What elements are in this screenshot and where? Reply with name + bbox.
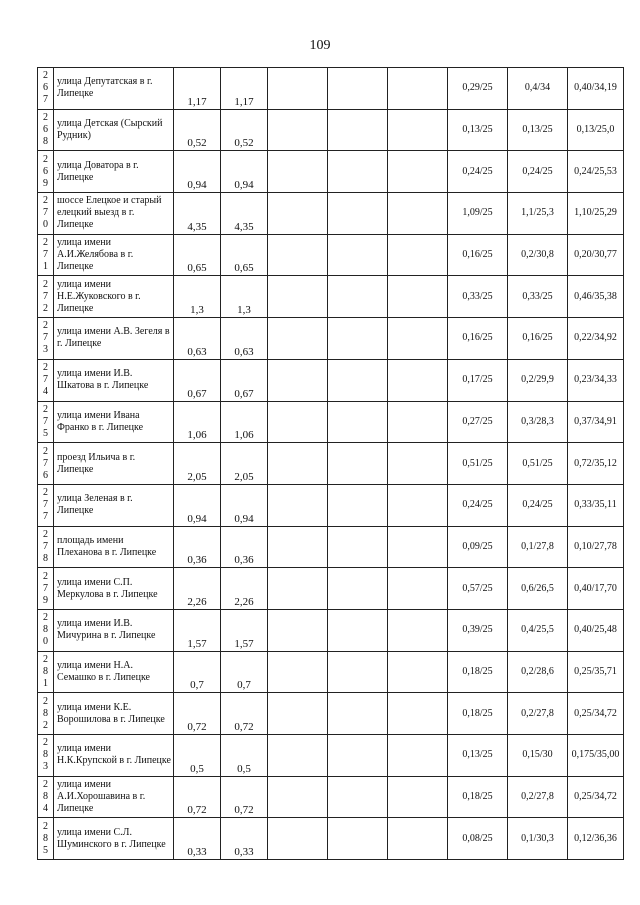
table-row	[38, 568, 624, 610]
row-number-digit: 6	[43, 469, 48, 481]
empty-cell	[388, 276, 448, 318]
row-number-cell	[38, 151, 54, 193]
length-cell: 0,65	[221, 234, 268, 276]
row-number-digit: 2	[43, 302, 48, 314]
table-row	[38, 151, 624, 193]
empty-cell	[268, 193, 328, 235]
ratio-cell: 0,13/25	[448, 109, 508, 151]
empty-cell	[268, 109, 328, 151]
ratio-cell: 0,175/35,00	[568, 735, 624, 777]
length-cell: 4,35	[174, 193, 221, 235]
ratio-cell: 0,29/25	[448, 68, 508, 110]
row-number-digit: 8	[43, 707, 48, 719]
empty-cell	[388, 443, 448, 485]
table-row	[38, 193, 624, 235]
row-number-digit: 1	[43, 261, 48, 273]
empty-cell	[388, 193, 448, 235]
empty-cell	[388, 651, 448, 693]
ratio-cell: 0,20/30,77	[568, 234, 624, 276]
empty-cell	[268, 234, 328, 276]
street-name-cell: улица Зеленая в г. Липецке	[54, 484, 174, 526]
ratio-cell: 0,40/25,48	[568, 609, 624, 651]
table-row	[38, 526, 624, 568]
ratio-cell: 0,25/34,72	[568, 776, 624, 818]
empty-cell	[268, 568, 328, 610]
empty-cell	[388, 359, 448, 401]
table-row	[38, 776, 624, 818]
length-cell: 0,52	[221, 109, 268, 151]
length-cell: 1,06	[174, 401, 221, 443]
street-name-cell: улица имени И.В. Мичурина в г. Липецке	[54, 609, 174, 651]
empty-cell	[328, 276, 388, 318]
length-cell: 0,67	[221, 359, 268, 401]
length-cell: 2,26	[174, 568, 221, 610]
ratio-cell: 0,39/25	[448, 609, 508, 651]
empty-cell	[388, 109, 448, 151]
row-number-digit: 2	[43, 153, 48, 165]
empty-cell	[268, 359, 328, 401]
empty-cell	[388, 151, 448, 193]
ratio-cell: 0,51/25	[508, 443, 568, 485]
length-cell: 0,94	[174, 484, 221, 526]
empty-cell	[388, 776, 448, 818]
row-number-digit: 4	[43, 386, 48, 398]
empty-cell	[328, 193, 388, 235]
table-row	[38, 318, 624, 360]
row-number-cell	[38, 776, 54, 818]
length-cell: 0,33	[174, 818, 221, 860]
street-name-cell: проезд Ильича в г. Липецке	[54, 443, 174, 485]
ratio-cell: 0,08/25	[448, 818, 508, 860]
row-number-digit: 1	[43, 677, 48, 689]
empty-cell	[328, 234, 388, 276]
row-number-digit: 2	[43, 695, 48, 707]
street-name-cell: улица имени С.П. Меркулова в г. Липецке	[54, 568, 174, 610]
length-cell: 0,5	[221, 735, 268, 777]
row-number-digit: 8	[43, 749, 48, 761]
ratio-cell: 0,4/25,5	[508, 609, 568, 651]
table-row	[38, 609, 624, 651]
empty-cell	[328, 776, 388, 818]
ratio-cell: 0,16/25	[448, 318, 508, 360]
row-number-digit: 7	[43, 499, 48, 511]
ratio-cell: 0,13/25,0	[568, 109, 624, 151]
empty-cell	[388, 68, 448, 110]
empty-cell	[328, 526, 388, 568]
empty-cell	[388, 484, 448, 526]
ratio-cell: 0,1/30,3	[508, 818, 568, 860]
page-number: 109	[309, 38, 331, 53]
empty-cell	[388, 401, 448, 443]
row-number-cell	[38, 318, 54, 360]
length-cell: 0,7	[221, 651, 268, 693]
table-row	[38, 234, 624, 276]
ratio-cell: 0,27/25	[448, 401, 508, 443]
row-number-digit: 7	[43, 332, 48, 344]
length-cell: 1,3	[174, 276, 221, 318]
empty-cell	[268, 318, 328, 360]
empty-cell	[328, 401, 388, 443]
row-number-digit: 2	[43, 445, 48, 457]
table-row	[38, 276, 624, 318]
table-row	[38, 68, 624, 110]
empty-cell	[328, 818, 388, 860]
empty-cell	[328, 68, 388, 110]
street-name-cell: улица Доватора в г. Липецке	[54, 151, 174, 193]
row-number-digit: 2	[43, 653, 48, 665]
length-cell: 1,57	[174, 609, 221, 651]
street-name-cell: улица имени А.И.Желябова в г. Липецке	[54, 234, 174, 276]
row-number-digit: 4	[43, 803, 48, 815]
row-number-digit: 8	[43, 136, 48, 148]
row-number-digit: 3	[43, 761, 48, 773]
empty-cell	[328, 609, 388, 651]
table-row	[38, 401, 624, 443]
row-number-digit: 2	[43, 612, 48, 624]
empty-cell	[328, 151, 388, 193]
ratio-cell: 1,09/25	[448, 193, 508, 235]
ratio-cell: 0,6/26,5	[508, 568, 568, 610]
length-cell: 0,5	[174, 735, 221, 777]
length-cell: 2,05	[221, 443, 268, 485]
ratio-cell: 0,18/25	[448, 693, 508, 735]
row-number-digit: 0	[43, 219, 48, 231]
empty-cell	[268, 693, 328, 735]
ratio-cell: 1,1/25,3	[508, 193, 568, 235]
empty-cell	[268, 443, 328, 485]
empty-cell	[268, 68, 328, 110]
ratio-cell: 0,40/17,70	[568, 568, 624, 610]
row-number-digit: 7	[43, 374, 48, 386]
row-number-digit: 8	[43, 832, 48, 844]
street-name-cell: улица Детская (Сырский Рудник)	[54, 109, 174, 151]
empty-cell	[388, 318, 448, 360]
empty-cell	[328, 484, 388, 526]
length-cell: 0,7	[174, 651, 221, 693]
length-cell: 0,52	[174, 109, 221, 151]
street-name-cell: улица имени К.Е. Ворошилова в г. Липецке	[54, 693, 174, 735]
row-number-digit: 2	[43, 237, 48, 249]
length-cell: 0,72	[221, 776, 268, 818]
ratio-cell: 0,2/27,8	[508, 776, 568, 818]
empty-cell	[268, 151, 328, 193]
ratio-cell: 0,72/35,12	[568, 443, 624, 485]
empty-cell	[328, 443, 388, 485]
row-number-digit: 6	[43, 124, 48, 136]
ratio-cell: 0,24/25	[508, 151, 568, 193]
empty-cell	[388, 693, 448, 735]
length-cell: 0,72	[174, 776, 221, 818]
ratio-cell: 0,2/28,6	[508, 651, 568, 693]
row-number-digit: 2	[43, 320, 48, 332]
empty-cell	[388, 234, 448, 276]
row-number-digit: 7	[43, 540, 48, 552]
row-number-digit: 2	[43, 487, 48, 499]
street-name-cell: улица имени Н.А. Семашко в г. Липецке	[54, 651, 174, 693]
length-cell: 1,06	[221, 401, 268, 443]
empty-cell	[268, 735, 328, 777]
row-number-digit: 2	[43, 362, 48, 374]
table-row	[38, 359, 624, 401]
ratio-cell: 0,24/25	[448, 151, 508, 193]
ratio-cell: 0,15/30	[508, 735, 568, 777]
row-number-cell	[38, 359, 54, 401]
row-number-cell	[38, 68, 54, 110]
ratio-cell: 0,3/28,3	[508, 401, 568, 443]
row-number-digit: 7	[43, 415, 48, 427]
empty-cell	[328, 651, 388, 693]
ratio-cell: 0,17/25	[448, 359, 508, 401]
row-number-digit: 0	[43, 636, 48, 648]
row-number-digit: 7	[43, 457, 48, 469]
empty-cell	[268, 276, 328, 318]
street-name-cell: улица имени Ивана Франко в г. Липецке	[54, 401, 174, 443]
empty-cell	[328, 568, 388, 610]
length-cell: 2,05	[174, 443, 221, 485]
table-row	[38, 443, 624, 485]
length-cell: 0,72	[221, 693, 268, 735]
ratio-cell: 0,33/25	[448, 276, 508, 318]
ratio-cell: 0,37/34,91	[568, 401, 624, 443]
empty-cell	[268, 651, 328, 693]
empty-cell	[328, 735, 388, 777]
row-number-digit: 3	[43, 344, 48, 356]
length-cell: 0,94	[221, 151, 268, 193]
row-number-digit: 8	[43, 624, 48, 636]
empty-cell	[268, 526, 328, 568]
length-cell: 0,63	[221, 318, 268, 360]
empty-cell	[328, 318, 388, 360]
row-number-digit: 6	[43, 82, 48, 94]
ratio-cell: 0,2/29,9	[508, 359, 568, 401]
empty-cell	[388, 735, 448, 777]
row-number-digit: 2	[43, 70, 48, 82]
ratio-cell: 0,51/25	[448, 443, 508, 485]
ratio-cell: 1,10/25,29	[568, 193, 624, 235]
table-body	[38, 68, 624, 860]
row-number-cell	[38, 609, 54, 651]
row-number-cell	[38, 693, 54, 735]
ratio-cell: 0,33/35,11	[568, 484, 624, 526]
empty-cell	[268, 818, 328, 860]
ratio-cell: 0,40/34,19	[568, 68, 624, 110]
row-number-cell	[38, 276, 54, 318]
row-number-cell	[38, 568, 54, 610]
row-number-digit: 2	[43, 779, 48, 791]
row-number-cell	[38, 443, 54, 485]
ratio-cell: 0,24/25,53	[568, 151, 624, 193]
length-cell: 1,3	[221, 276, 268, 318]
empty-cell	[388, 818, 448, 860]
row-number-digit: 2	[43, 570, 48, 582]
table-row	[38, 693, 624, 735]
row-number-digit: 8	[43, 665, 48, 677]
street-name-cell: шоссе Елецкое и старый елецкий выезд в г. Липецке	[54, 193, 174, 235]
length-cell: 0,94	[221, 484, 268, 526]
row-number-digit: 7	[43, 582, 48, 594]
row-number-digit: 6	[43, 165, 48, 177]
ratio-cell: 0,23/34,33	[568, 359, 624, 401]
row-number-cell	[38, 651, 54, 693]
ratio-cell: 0,24/25	[448, 484, 508, 526]
row-number-digit: 2	[43, 112, 48, 124]
ratio-cell: 0,16/25	[508, 318, 568, 360]
ratio-cell: 0,10/27,78	[568, 526, 624, 568]
ratio-cell: 0,18/25	[448, 651, 508, 693]
length-cell: 0,36	[221, 526, 268, 568]
street-name-cell: площадь имени Плеханова в г. Липецке	[54, 526, 174, 568]
row-number-digit: 5	[43, 844, 48, 856]
row-number-digit: 7	[43, 290, 48, 302]
length-cell: 0,94	[174, 151, 221, 193]
street-name-cell: улица имени А.И.Хорошавина в г. Липецке	[54, 776, 174, 818]
ratio-cell: 0,16/25	[448, 234, 508, 276]
row-number-digit: 2	[43, 278, 48, 290]
ratio-cell: 0,2/30,8	[508, 234, 568, 276]
empty-cell	[388, 568, 448, 610]
length-cell: 1,17	[174, 68, 221, 110]
row-number-digit: 8	[43, 552, 48, 564]
row-number-digit: 9	[43, 594, 48, 606]
ratio-cell: 0,4/34	[508, 68, 568, 110]
ratio-cell: 0,09/25	[448, 526, 508, 568]
length-cell: 2,26	[221, 568, 268, 610]
row-number-cell	[38, 526, 54, 568]
ratio-cell: 0,2/27,8	[508, 693, 568, 735]
length-cell: 0,33	[221, 818, 268, 860]
street-name-cell: улица имени С.Л. Шуминского в г. Липецке	[54, 818, 174, 860]
row-number-digit: 7	[43, 94, 48, 106]
ratio-cell: 0,1/27,8	[508, 526, 568, 568]
empty-cell	[328, 693, 388, 735]
row-number-digit: 7	[43, 511, 48, 523]
row-number-digit: 9	[43, 177, 48, 189]
street-name-cell: улица Депутатская в г. Липецке	[54, 68, 174, 110]
ratio-cell: 0,25/35,71	[568, 651, 624, 693]
ratio-cell: 0,57/25	[448, 568, 508, 610]
empty-cell	[268, 401, 328, 443]
ratio-cell: 0,18/25	[448, 776, 508, 818]
street-name-cell: улица имени А.В. Зегеля в г. Липецке	[54, 318, 174, 360]
empty-cell	[268, 776, 328, 818]
street-name-cell: улица имени Н.К.Крупской в г. Липецке	[54, 735, 174, 777]
length-cell: 0,65	[174, 234, 221, 276]
empty-cell	[328, 109, 388, 151]
row-number-cell	[38, 193, 54, 235]
length-cell: 4,35	[221, 193, 268, 235]
row-number-digit: 2	[43, 820, 48, 832]
length-cell: 0,63	[174, 318, 221, 360]
table-row	[38, 735, 624, 777]
table-row	[38, 484, 624, 526]
row-number-digit: 7	[43, 249, 48, 261]
ratio-cell: 0,12/36,36	[568, 818, 624, 860]
length-cell: 0,67	[174, 359, 221, 401]
row-number-cell	[38, 818, 54, 860]
table-row	[38, 109, 624, 151]
street-name-cell: улица имени И.В. Шкатова в г. Липецке	[54, 359, 174, 401]
row-number-digit: 2	[43, 195, 48, 207]
row-number-cell	[38, 234, 54, 276]
row-number-digit: 2	[43, 737, 48, 749]
ratio-cell: 0,33/25	[508, 276, 568, 318]
ratio-cell: 0,46/35,38	[568, 276, 624, 318]
length-cell: 0,36	[174, 526, 221, 568]
length-cell: 1,17	[221, 68, 268, 110]
table-row	[38, 818, 624, 860]
empty-cell	[328, 359, 388, 401]
table-row	[38, 651, 624, 693]
ratio-cell: 0,25/34,72	[568, 693, 624, 735]
street-name-cell: улица имени Н.Е.Жуковского в г. Липецке	[54, 276, 174, 318]
row-number-digit: 2	[43, 528, 48, 540]
row-number-digit: 7	[43, 207, 48, 219]
ratio-cell: 0,13/25	[508, 109, 568, 151]
empty-cell	[268, 484, 328, 526]
ratio-cell: 0,13/25	[448, 735, 508, 777]
row-number-cell	[38, 735, 54, 777]
ratio-cell: 0,22/34,92	[568, 318, 624, 360]
row-number-digit: 2	[43, 403, 48, 415]
roads-table	[37, 67, 624, 860]
row-number-digit: 5	[43, 427, 48, 439]
empty-cell	[388, 609, 448, 651]
empty-cell	[268, 609, 328, 651]
row-number-cell	[38, 484, 54, 526]
row-number-digit: 8	[43, 791, 48, 803]
row-number-cell	[38, 109, 54, 151]
length-cell: 0,72	[174, 693, 221, 735]
row-number-cell	[38, 401, 54, 443]
length-cell: 1,57	[221, 609, 268, 651]
ratio-cell: 0,24/25	[508, 484, 568, 526]
empty-cell	[388, 526, 448, 568]
row-number-digit: 2	[43, 719, 48, 731]
